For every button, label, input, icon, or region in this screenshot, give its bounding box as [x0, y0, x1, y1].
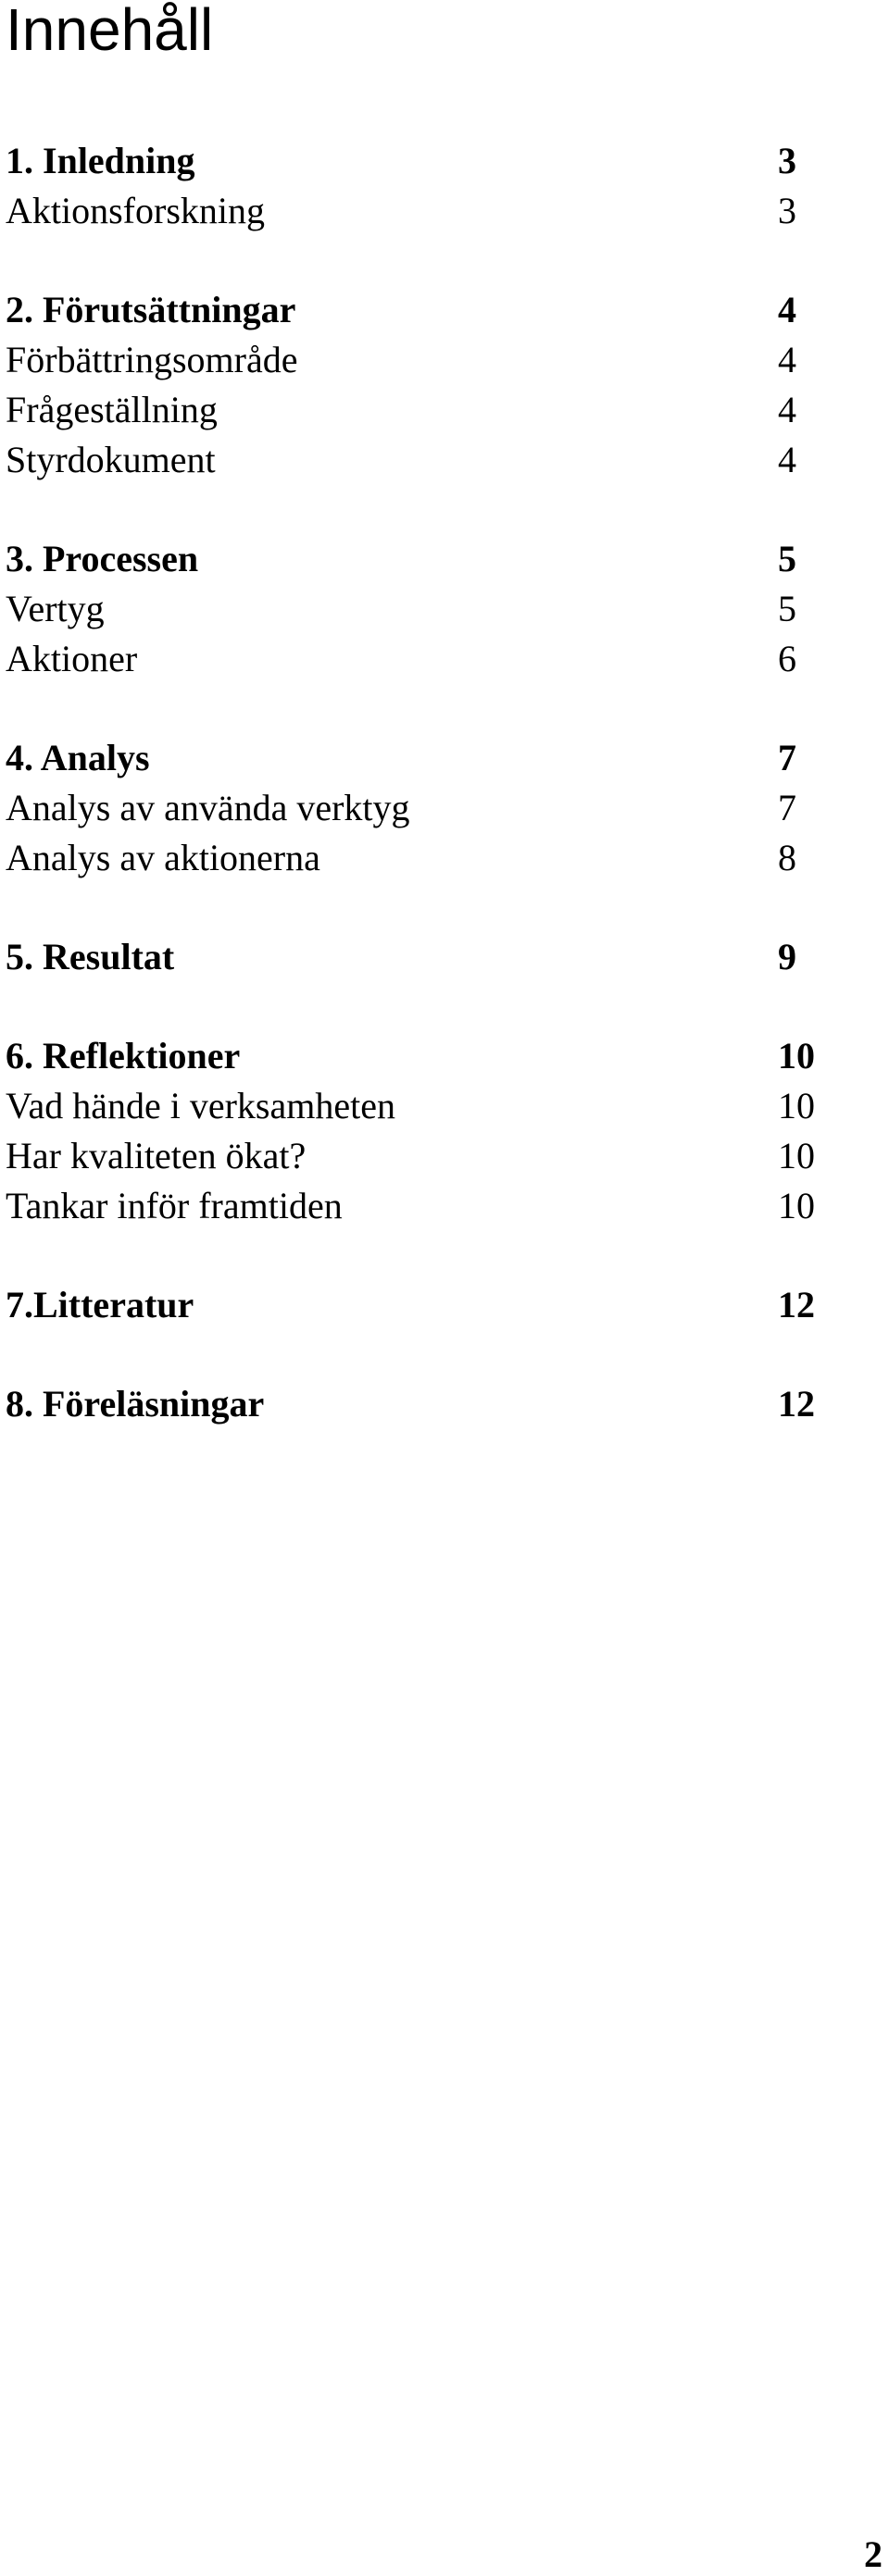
toc-entry-page: 3 — [778, 140, 796, 181]
toc-entry-page: 10 — [778, 1185, 815, 1226]
toc-entry-inledning — [6, 136, 839, 186]
toc-entry-kvaliteten — [6, 1131, 839, 1181]
toc-entry-label: Förbättringsområde — [6, 339, 298, 380]
toc-entry-label: 6. Reflektioner — [6, 1035, 241, 1076]
toc-entry-page: 4 — [778, 439, 796, 480]
toc-entry-page: 4 — [778, 389, 796, 430]
toc-entry-page: 12 — [778, 1284, 815, 1325]
page-title: Innehåll — [6, 0, 214, 63]
toc-entry-page: 10 — [778, 1035, 815, 1076]
toc-entry-label: 3. Processen — [6, 538, 199, 579]
toc-entry-resultat — [6, 932, 839, 982]
toc-entry-aktionsforskning — [6, 186, 839, 236]
toc-entry-label: 2. Förutsättningar — [6, 289, 296, 330]
toc-entry-aktioner — [6, 634, 839, 684]
toc-entry-vad-hande — [6, 1081, 839, 1131]
table-of-contents — [6, 136, 839, 1429]
toc-entry-page: 10 — [778, 1135, 815, 1176]
toc-entry-page: 9 — [778, 936, 796, 977]
toc-entry-forbattringsomrade — [6, 335, 839, 385]
toc-entry-page: 10 — [778, 1085, 815, 1126]
toc-entry-page: 6 — [778, 638, 796, 679]
toc-entry-analys-aktionerna — [6, 833, 839, 883]
toc-entry-page: 5 — [778, 538, 796, 579]
toc-entry-label: Tankar inför framtiden — [6, 1185, 343, 1226]
toc-entry-label: Vad hände i verksamheten — [6, 1085, 395, 1126]
toc-entry-tankar — [6, 1181, 839, 1231]
toc-entry-processen — [6, 534, 839, 584]
toc-entry-styrdokument — [6, 435, 839, 485]
toc-entry-forutsattningar — [6, 285, 839, 335]
toc-entry-page: 3 — [778, 190, 796, 231]
toc-entry-label: Aktioner — [6, 638, 138, 679]
toc-entry-label: Analys av använda verktyg — [6, 787, 410, 828]
toc-entry-vertyg — [6, 584, 839, 634]
toc-entry-label: Vertyg — [6, 588, 105, 629]
page-number: 2 — [864, 2533, 883, 2575]
toc-entry-fragestallning — [6, 385, 839, 435]
toc-entry-page: 7 — [778, 737, 796, 778]
toc-entry-reflektioner — [6, 1031, 839, 1081]
toc-entry-analys — [6, 733, 839, 783]
toc-entry-page: 7 — [778, 787, 796, 828]
toc-entry-label: 8. Föreläsningar — [6, 1383, 265, 1425]
toc-entry-page: 5 — [778, 588, 796, 629]
toc-entry-label: Aktionsforskning — [6, 190, 265, 231]
toc-entry-forelasningar — [6, 1379, 839, 1429]
toc-entry-label: 5. Resultat — [6, 936, 175, 977]
toc-entry-label: Styrdokument — [6, 439, 216, 480]
toc-entry-litteratur — [6, 1280, 839, 1330]
toc-entry-label: Frågeställning — [6, 389, 218, 430]
toc-entry-label: Analys av aktionerna — [6, 837, 320, 878]
toc-entry-page: 4 — [778, 339, 796, 380]
toc-entry-page: 12 — [778, 1383, 815, 1425]
toc-entry-page: 4 — [778, 289, 796, 330]
toc-entry-label: Har kvaliteten ökat? — [6, 1135, 307, 1176]
toc-entry-label: 1. Inledning — [6, 140, 195, 181]
toc-entry-analys-verktyg — [6, 783, 839, 833]
toc-entry-label: 4. Analys — [6, 737, 150, 778]
toc-entry-label: 7.Litteratur — [6, 1284, 194, 1325]
toc-entry-page: 8 — [778, 837, 796, 878]
